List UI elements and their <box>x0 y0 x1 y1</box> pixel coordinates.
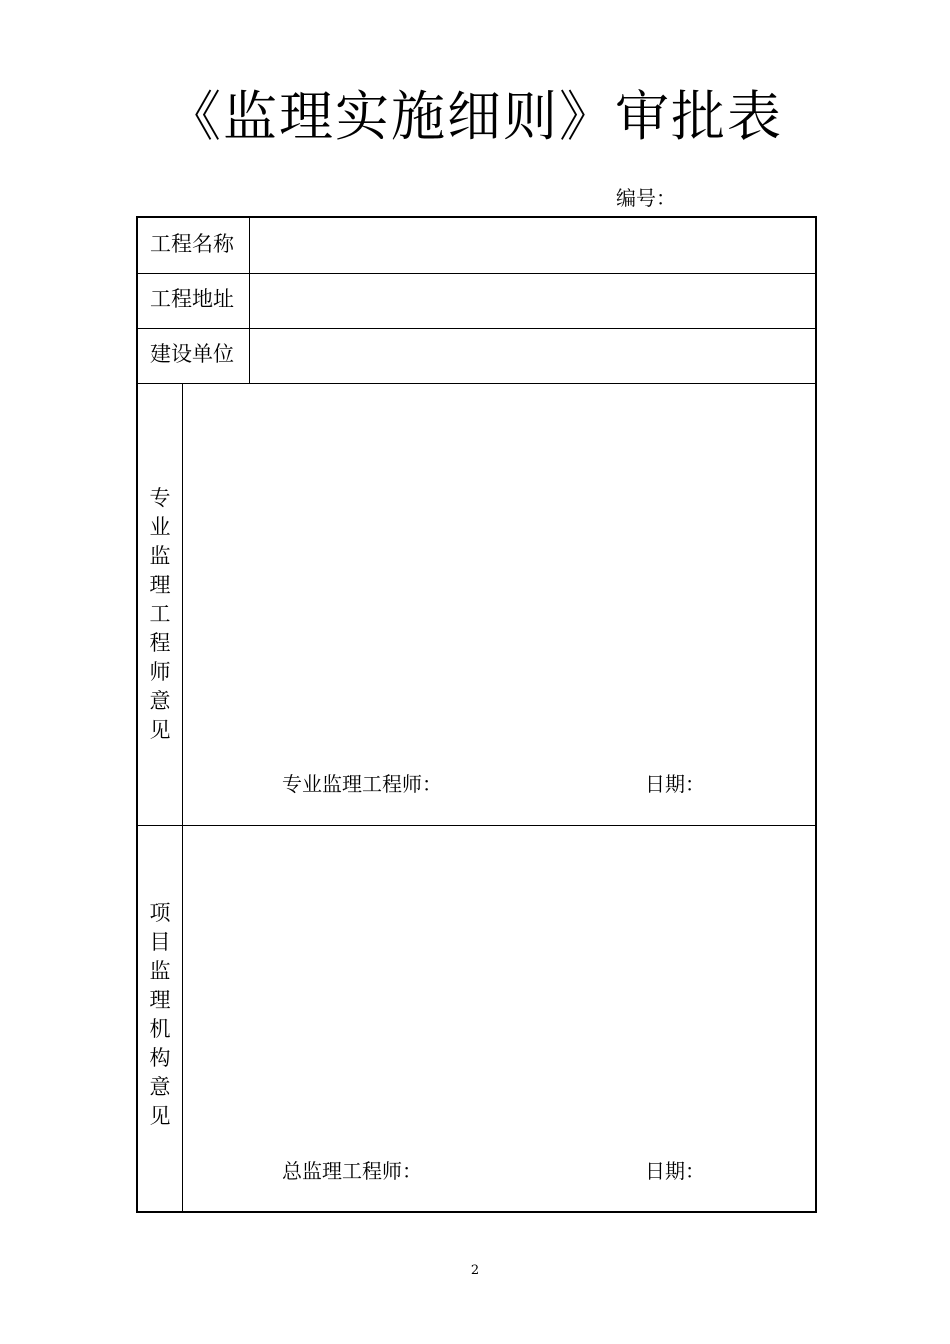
project-address-label: 工程地址 <box>150 287 234 311</box>
organization-opinion-label <box>138 899 182 1131</box>
vertical-label-char: 程 <box>149 631 171 655</box>
specialist-opinion-label <box>138 484 182 745</box>
vertical-label-char: 理 <box>149 573 171 597</box>
vertical-label-char: 专 <box>149 486 171 510</box>
column-divider <box>182 384 183 1211</box>
vertical-label-char: 监 <box>149 544 171 568</box>
project-name-label: 工程名称 <box>150 232 234 256</box>
row-divider <box>138 383 815 384</box>
vertical-label-char: 业 <box>149 515 171 539</box>
approval-form-table <box>136 216 817 1213</box>
project-address-field[interactable] <box>252 274 811 326</box>
specialist-engineer-signature-label: 专业监理工程师： <box>282 772 442 796</box>
organization-opinion-field[interactable] <box>184 830 811 1155</box>
specialist-date-label: 日期： <box>645 772 705 796</box>
serial-number-label: 编号： <box>616 186 676 210</box>
page-number: 2 <box>470 1263 480 1278</box>
vertical-label-char: 机 <box>149 1017 171 1041</box>
specialist-opinion-field[interactable] <box>184 388 811 768</box>
page-title: 《监理实施细则》审批表 <box>167 85 783 148</box>
vertical-label-char: 目 <box>149 930 171 954</box>
project-name-field[interactable] <box>252 219 811 271</box>
organization-date-label: 日期： <box>645 1159 705 1183</box>
construction-unit-label: 建设单位 <box>150 342 234 366</box>
vertical-label-char: 理 <box>149 988 171 1012</box>
vertical-label-char: 见 <box>149 718 171 742</box>
vertical-label-char: 意 <box>149 1075 171 1099</box>
vertical-label-char: 师 <box>149 660 171 684</box>
vertical-label-char: 见 <box>149 1104 171 1128</box>
column-divider <box>249 218 250 384</box>
vertical-label-char: 意 <box>149 689 171 713</box>
vertical-label-char: 项 <box>149 901 171 925</box>
vertical-label-char: 构 <box>149 1046 171 1070</box>
construction-unit-field[interactable] <box>252 329 811 381</box>
row-divider <box>138 825 815 826</box>
chief-engineer-signature-label: 总监理工程师： <box>282 1159 422 1183</box>
vertical-label-char: 工 <box>149 602 171 626</box>
vertical-label-char: 监 <box>149 959 171 983</box>
